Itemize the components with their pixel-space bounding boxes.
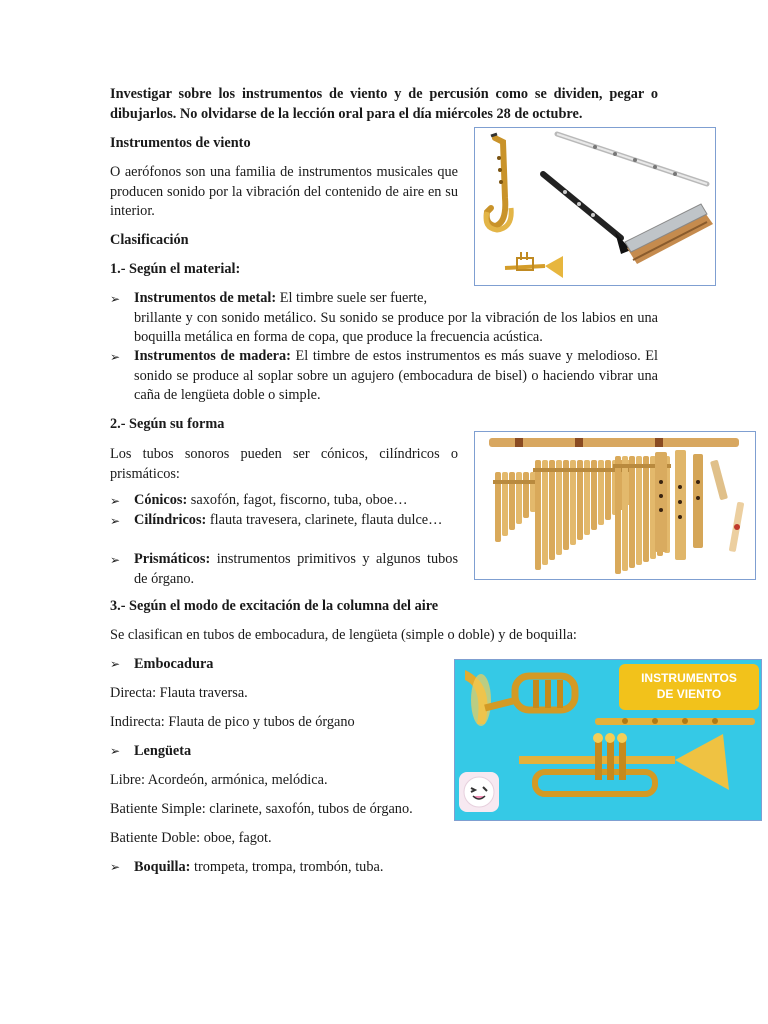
- shape-heading: 2.- Según su forma: [110, 416, 225, 432]
- excitation-heading: 3.- Según el modo de excitación de la columna del aire: [110, 598, 439, 614]
- list-item: [110, 550, 458, 589]
- clarinet-icon: [543, 174, 631, 254]
- intro-paragraph: Investigar sobre los instrumentos de viento y de percusión como se dividen, pegar o dibujarlos. No olvidarse de la lección oral para el día miércoles 28 de octubre.: [110, 86, 658, 122]
- excitation-intro: Se clasifican en tubos de embocadura, de lengüeta (simple o doble) y de boquilla:: [110, 627, 577, 643]
- material-heading: 1.- Según el material:: [110, 261, 241, 277]
- arrow-bullet-icon: ➢: [110, 860, 121, 874]
- list-item-label: Cónicos:: [134, 492, 188, 508]
- shape-intro: Los tubos sonoros pueden ser cónicos, cilíndricos o prismáticos:: [110, 446, 458, 482]
- pipe-tube: [549, 460, 555, 560]
- list-item: [110, 347, 658, 406]
- lengueta-label: Lengüeta: [134, 743, 192, 759]
- boquilla-label: Boquilla:: [134, 859, 191, 875]
- material-list: [110, 289, 658, 405]
- section-title: Instrumentos de viento: [110, 135, 251, 151]
- list-item-text-visible: El timbre suele ser fuerte, brillante y con sonido metálico. Su sonido se produce por la vibración de los labios en una boquilla metálica en forma de copa, que produce la frecuencia acústica.: [134, 290, 658, 345]
- pipe-tube: [615, 456, 621, 574]
- wind-instruments-banner: [454, 659, 762, 821]
- list-item-text: El timbre de estos instrumentos es más suave y melodioso. El sonido se produce al soplar sobre un agujero (embocadura de bisel) o haciendo vibrar una caña de lengüeta doble o simple.: [134, 348, 658, 403]
- pipe-tube: [542, 460, 548, 565]
- pipe-tube: [570, 460, 576, 545]
- list-item-text: instrumentos primitivos y algunos tubos de órgano.: [134, 551, 459, 587]
- list-item: [110, 743, 191, 760]
- saxophone-icon: [486, 134, 511, 230]
- boquilla-text: trompeta, trompa, trombón, tuba.: [194, 859, 384, 875]
- wind-instruments-image: [474, 127, 716, 286]
- list-item: [110, 656, 213, 673]
- arrow-bullet-icon: ➢: [110, 292, 121, 306]
- panpipes-icon: [475, 432, 755, 579]
- list-item: [110, 511, 458, 531]
- list-item-label: Instrumentos de metal:: [134, 290, 277, 306]
- arrow-bullet-icon: ➢: [110, 350, 121, 364]
- pipe-tube: [556, 460, 562, 555]
- pipe-tube: [622, 456, 628, 571]
- embocadura-label: Embocadura: [134, 656, 214, 672]
- classification-heading: Clasificación: [110, 232, 189, 248]
- arrow-bullet-icon: ➢: [110, 494, 121, 508]
- list-item-label: Cilíndricos:: [134, 512, 207, 528]
- arrow-bullet-icon: ➢: [110, 514, 121, 528]
- pipe-tube: [535, 460, 541, 570]
- shape-list: [110, 491, 458, 591]
- definition-paragraph: O aerófonos son una familia de instrumentos musicales que producen sonido por la vibración del contenido de aire en su interior.: [110, 164, 458, 219]
- list-item: [110, 491, 458, 511]
- pipe-tube: [516, 472, 522, 524]
- trumpet-icon: [519, 733, 729, 794]
- pipe-tube: [636, 456, 642, 565]
- euphonium-icon: [465, 670, 575, 726]
- arrow-bullet-icon: ➢: [110, 657, 121, 671]
- arrow-bullet-icon: ➢: [110, 553, 121, 567]
- doble-line: Batiente Doble: oboe, fagot.: [110, 830, 272, 846]
- pipe-tube: [643, 456, 649, 562]
- list-item: [110, 859, 383, 876]
- list-item-label: Instrumentos de madera:: [134, 348, 291, 364]
- pipe-tube: [629, 456, 635, 568]
- list-item: [110, 289, 658, 348]
- banner-title-line2: DE VIENTO: [656, 687, 722, 701]
- pipe-binding: [493, 480, 537, 484]
- list-item-text: flauta travesera, clarinete, flauta dulce…: [209, 512, 443, 528]
- pipe-tube: [523, 472, 529, 518]
- directa-line: Directa: Flauta traversa.: [110, 685, 248, 701]
- libre-line: Libre: Acordeón, armónica, melódica.: [110, 772, 328, 788]
- smiley-face-icon: [459, 772, 499, 812]
- indirecta-line: Indirecta: Flauta de pico y tubos de órgano: [110, 714, 355, 730]
- panpipes-image: [474, 431, 756, 580]
- arrow-bullet-icon: ➢: [110, 744, 121, 758]
- banner-title-line1: INSTRUMENTOS: [641, 671, 737, 685]
- list-item-label: Prismáticos:: [134, 551, 211, 567]
- simple-line: Batiente Simple: clarinete, saxofón, tubos de órgano.: [110, 801, 413, 817]
- harmonica-icon: [625, 204, 713, 264]
- flute-icon: [557, 134, 707, 184]
- trumpet-icon: [505, 252, 563, 278]
- pipe-tube: [563, 460, 569, 550]
- flute-icon: [595, 718, 755, 725]
- list-item-text: saxofón, fagot, fiscorno, tuba, oboe…: [190, 492, 408, 508]
